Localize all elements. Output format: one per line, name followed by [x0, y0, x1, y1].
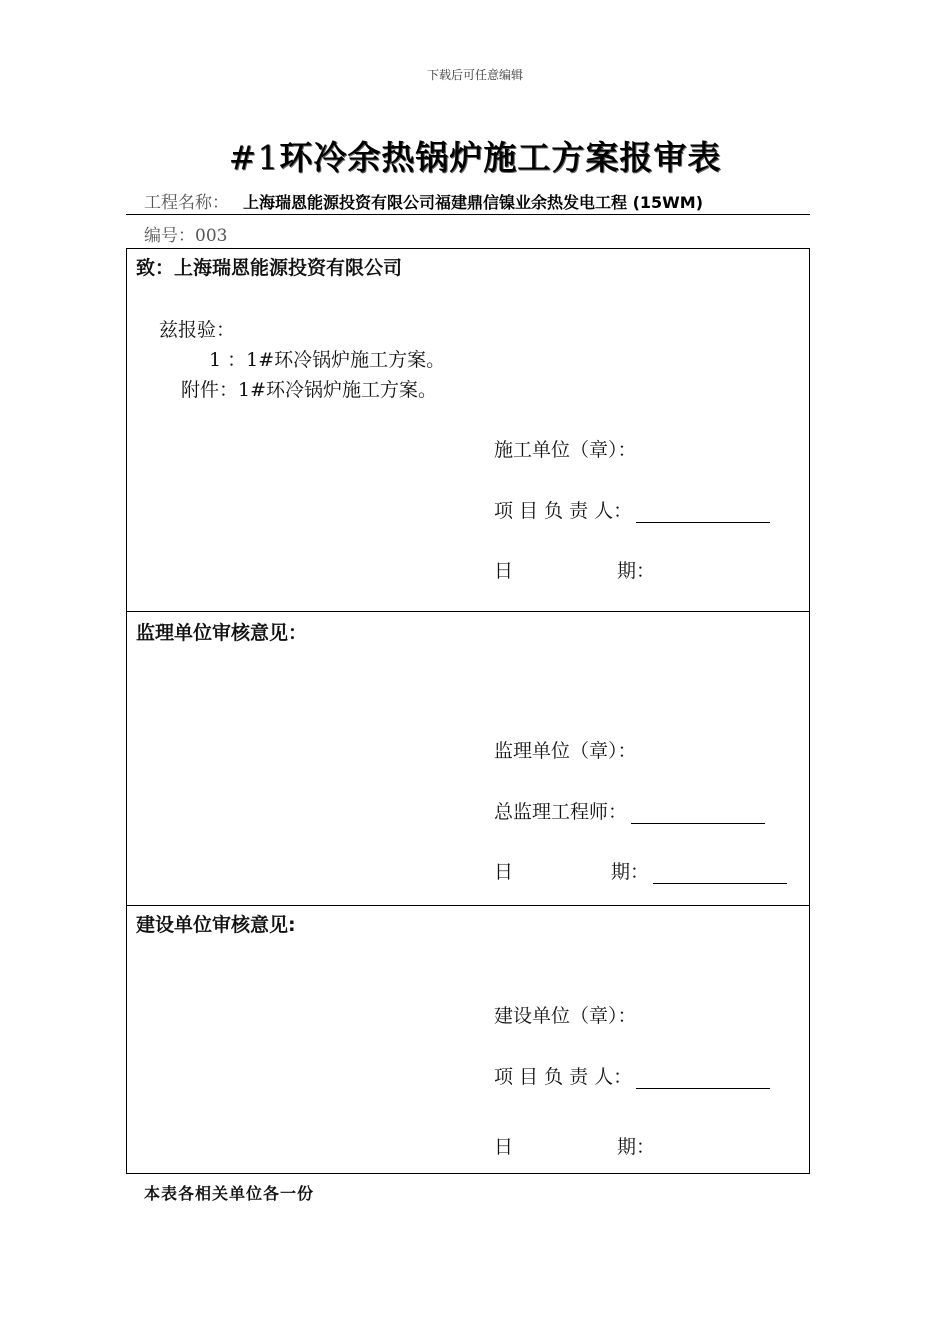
supervision-heading: 监理单位审核意见：	[136, 622, 308, 644]
owner-heading: 建设单位审核意见:	[136, 914, 296, 936]
serial-number: 编号：003	[144, 226, 228, 246]
date-label-period: 期：	[611, 861, 650, 883]
owner-unit-label: 建设单位（章）：	[494, 1005, 637, 1027]
date-row	[494, 556, 655, 583]
owner-section	[127, 906, 809, 1173]
owner-date-row	[494, 1132, 655, 1159]
date-label-day: 日	[494, 560, 514, 582]
owner-manager-label: 项 目 负 责 人：	[494, 1066, 633, 1088]
project-name-line	[126, 188, 810, 215]
supervision-date-row	[494, 857, 787, 884]
title-number: #1	[228, 138, 280, 177]
addressee: 致：上海瑞恩能源投资有限公司	[136, 257, 403, 279]
construction-unit-label: 施工单位（章）：	[494, 439, 637, 461]
supervision-unit-label: 监理单位（章）：	[494, 740, 637, 762]
date-label-day: 日	[494, 1136, 514, 1158]
report-item-1: 1 ：1#环冷锅炉施工方案。	[209, 349, 446, 371]
project-manager-label: 项 目 负 责 人：	[494, 500, 633, 522]
watermark-text: 下载后可任意编辑	[426, 68, 523, 82]
construction-section	[127, 249, 809, 612]
owner-manager-signature-line[interactable]	[636, 1070, 770, 1089]
supervision-section	[127, 612, 809, 906]
approval-form	[126, 248, 810, 1174]
project-manager-row	[494, 496, 770, 523]
date-label-period: 期：	[617, 560, 656, 582]
supervision-date-line[interactable]	[653, 865, 787, 884]
project-name-label: 工程名称：	[144, 193, 229, 213]
date-label-period: 期：	[617, 1136, 656, 1158]
report-label: 兹报验：	[159, 319, 236, 341]
chief-engineer-row	[494, 797, 765, 824]
chief-engineer-label: 总监理工程师：	[494, 801, 628, 823]
owner-manager-row	[494, 1062, 770, 1089]
date-label-day: 日	[494, 861, 514, 883]
project-name-value: 上海瑞恩能源投资有限公司福建鼎信镍业余热发电工程 (15WM)	[243, 193, 704, 212]
footnote: 本表各相关单位各一份	[144, 1184, 315, 1203]
attachment-line: 附件：1#环冷锅炉施工方案。	[181, 379, 438, 401]
title-text: 环冷余热锅炉施工方案报审表	[279, 138, 722, 177]
chief-engineer-signature-line[interactable]	[631, 805, 765, 824]
page-title	[0, 132, 950, 179]
project-manager-signature-line[interactable]	[636, 504, 770, 523]
